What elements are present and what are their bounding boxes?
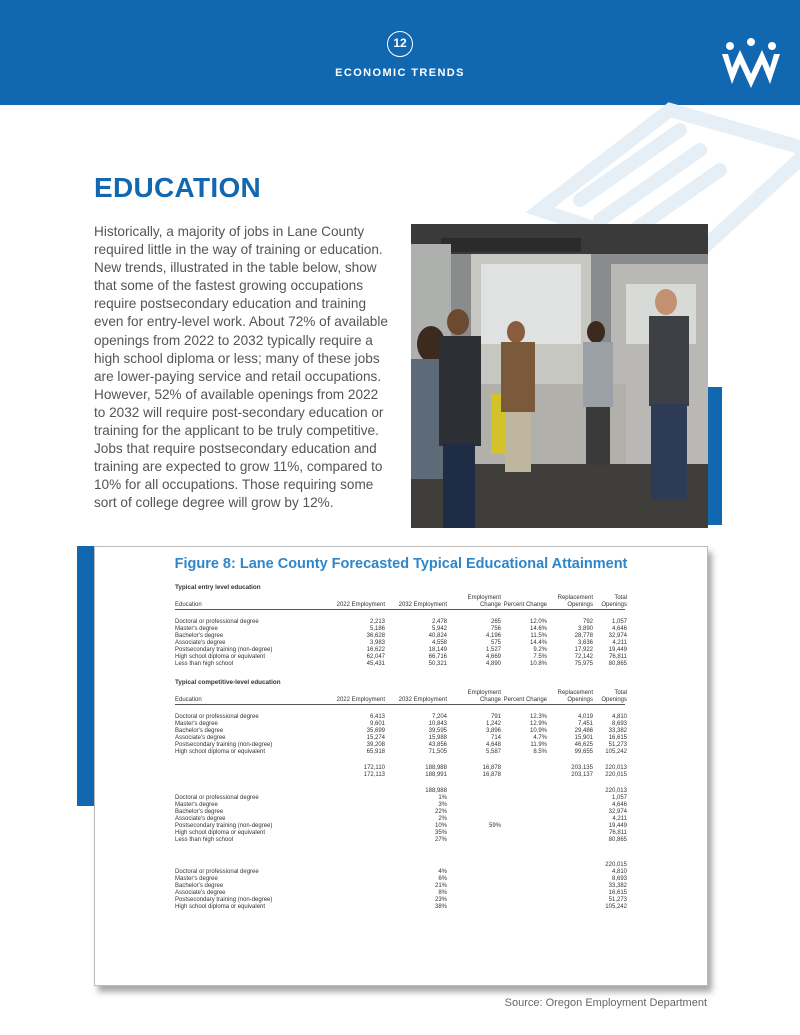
table-cell: 12.0% xyxy=(529,619,547,625)
table-cell: 16,615 xyxy=(608,890,627,896)
column-header: Education xyxy=(175,697,202,703)
table-cell: 1,242 xyxy=(485,721,501,727)
entry-section-title: Typical entry level education xyxy=(175,584,261,591)
table-cell: 4,196 xyxy=(485,633,501,639)
table-row xyxy=(175,742,625,749)
table-cell: 220,015 xyxy=(605,862,627,868)
table-cell: 51,273 xyxy=(608,742,627,748)
table-cell: 4,648 xyxy=(485,742,501,748)
table-cell: Master's degree xyxy=(175,626,218,632)
table-row xyxy=(175,735,625,742)
table-cell: 9.2% xyxy=(533,647,547,653)
table-cell: 99,655 xyxy=(574,749,593,755)
table-cell: 8,693 xyxy=(611,876,627,882)
table-cell: 45,431 xyxy=(366,661,385,667)
table-cell: 220,013 xyxy=(605,765,627,771)
table-cell: 39,208 xyxy=(366,742,385,748)
share-competitive-header xyxy=(175,862,625,869)
table-cell: 105,242 xyxy=(605,749,627,755)
table-cell: 188,988 xyxy=(425,788,447,794)
table-cell: 32,974 xyxy=(608,633,627,639)
table-cell: 27% xyxy=(434,837,447,843)
table-cell: 203,137 xyxy=(571,772,593,778)
entry-rows xyxy=(175,619,625,668)
table-cell: 4% xyxy=(438,869,447,875)
table-cell: Postsecondary training (non-degree) xyxy=(175,647,273,653)
table-row xyxy=(175,816,625,823)
table-cell: 6,413 xyxy=(369,714,385,720)
table-cell: 2% xyxy=(438,816,447,822)
table-cell: High school diploma or equivalent xyxy=(175,904,266,910)
table-cell: 4,810 xyxy=(611,714,627,720)
table-cell: 28,778 xyxy=(574,633,593,639)
table-cell: 50,321 xyxy=(428,661,447,667)
table-cell: 172,113 xyxy=(363,772,385,778)
table-cell: 1,527 xyxy=(485,647,501,653)
column-header: Percent Change xyxy=(503,602,547,608)
table-cell: Doctoral or professional degree xyxy=(175,795,259,801)
table-row xyxy=(175,904,625,911)
table-cell: 12.3% xyxy=(529,714,547,720)
table-row xyxy=(175,897,625,904)
table-cell: 19,449 xyxy=(608,647,627,653)
accent-bar-right xyxy=(708,387,722,525)
table-cell: 220,015 xyxy=(605,772,627,778)
table-cell: 51,273 xyxy=(608,897,627,903)
table-cell: Bachelor's degree xyxy=(175,728,224,734)
table-cell: 188,988 xyxy=(425,765,447,771)
competitive-section-title: Typical competitive-level education xyxy=(175,679,281,686)
table-cell: 21% xyxy=(434,883,447,889)
table-row xyxy=(175,869,625,876)
table-cell: 172,110 xyxy=(363,765,385,771)
table-cell: 7,204 xyxy=(431,714,447,720)
table-cell: 16,615 xyxy=(608,735,627,741)
column-header: 2032 Employment xyxy=(398,697,447,703)
competitive-rows xyxy=(175,714,625,756)
table-row xyxy=(175,890,625,897)
photo-illustration xyxy=(411,224,708,528)
table-cell: 36,628 xyxy=(366,633,385,639)
table-row xyxy=(175,749,625,756)
table-cell: Bachelor's degree xyxy=(175,809,224,815)
table-cell: Less than high school xyxy=(175,837,234,843)
table-row xyxy=(175,809,625,816)
page-number: 12 xyxy=(387,31,413,57)
table-cell: 4,669 xyxy=(485,654,501,660)
column-header: Total Openings xyxy=(601,595,627,608)
table-cell: 10.9% xyxy=(529,728,547,734)
table-cell: Less than high school xyxy=(175,661,234,667)
column-header: Replacement Openings xyxy=(557,595,593,608)
table-cell: 18,149 xyxy=(428,647,447,653)
table-cell: 10,843 xyxy=(428,721,447,727)
share-entry-header xyxy=(175,788,625,795)
table-cell: Associate's degree xyxy=(175,640,226,646)
column-header: 2022 Employment xyxy=(336,602,385,608)
figure-table-card xyxy=(94,546,708,986)
table-cell: 3,983 xyxy=(369,640,385,646)
table-cell: 791 xyxy=(490,714,501,720)
table-cell: 4,211 xyxy=(612,816,627,822)
table-cell: 714 xyxy=(490,735,501,741)
table-cell: 29,486 xyxy=(574,728,593,734)
table-cell: 46,625 xyxy=(574,742,593,748)
table-row xyxy=(175,823,625,830)
table-cell: 4,558 xyxy=(431,640,447,646)
table-cell: High school diploma or equivalent xyxy=(175,830,266,836)
table-cell: Bachelor's degree xyxy=(175,883,224,889)
table-cell: 80,865 xyxy=(608,661,627,667)
brand-logo-icon xyxy=(718,38,784,90)
table-cell: Master's degree xyxy=(175,876,218,882)
education-table xyxy=(175,582,625,911)
table-cell: 3,636 xyxy=(577,640,593,646)
table-row xyxy=(175,788,625,795)
table-cell: 40,824 xyxy=(428,633,447,639)
table-cell: 16,878 xyxy=(482,772,501,778)
table-row xyxy=(175,714,625,721)
table-cell: Bachelor's degree xyxy=(175,633,224,639)
column-header: Replacement Openings xyxy=(557,690,593,703)
table-cell: 5,587 xyxy=(485,749,501,755)
table-cell: 15,901 xyxy=(574,735,593,741)
table-cell: 35% xyxy=(434,830,447,836)
table-row xyxy=(175,640,625,647)
table-cell: Master's degree xyxy=(175,721,218,727)
totals-rows xyxy=(175,765,625,779)
table-cell: 4,211 xyxy=(612,640,627,646)
table-cell: 76,811 xyxy=(609,830,627,836)
table-cell: 1,057 xyxy=(611,795,627,801)
table-row xyxy=(175,661,625,668)
table-row xyxy=(175,728,625,735)
table-row xyxy=(175,837,625,844)
table-row xyxy=(175,626,625,633)
table-cell: 203,135 xyxy=(571,765,593,771)
table-cell: 76,811 xyxy=(609,654,627,660)
table-cell: 16,878 xyxy=(482,765,501,771)
table-cell: 4,646 xyxy=(611,626,627,632)
table-cell: 33,382 xyxy=(608,728,627,734)
table-cell: 35,699 xyxy=(366,728,385,734)
column-header: Percent Change xyxy=(503,697,547,703)
share-competitive-rows xyxy=(175,869,625,911)
table-cell: 71,505 xyxy=(428,749,447,755)
table-cell: 105,242 xyxy=(605,904,627,910)
table-header-row xyxy=(175,689,625,705)
section-label: ECONOMIC TRENDS xyxy=(335,67,465,79)
table-cell: Master's degree xyxy=(175,802,218,808)
tour-group-photo xyxy=(411,224,708,528)
table-cell: 7.5% xyxy=(533,654,547,660)
table-cell: 75,975 xyxy=(574,661,593,667)
table-cell: 4,019 xyxy=(577,714,593,720)
table-cell: 22% xyxy=(434,809,447,815)
table-cell: 7,451 xyxy=(577,721,593,727)
table-cell: High school diploma or equivalent xyxy=(175,749,266,755)
table-row xyxy=(175,647,625,654)
table-cell: 792 xyxy=(582,619,593,625)
table-cell: Associate's degree xyxy=(175,816,226,822)
table-row xyxy=(175,772,625,779)
table-cell: 3,890 xyxy=(577,626,593,632)
table-cell: 5,942 xyxy=(431,626,447,632)
table-cell: 3,896 xyxy=(485,728,501,734)
table-cell: 66,716 xyxy=(428,654,447,660)
table-cell: 8% xyxy=(438,890,447,896)
table-row xyxy=(175,862,625,869)
table-cell: Doctoral or professional degree xyxy=(175,619,259,625)
page-title: EDUCATION xyxy=(94,172,262,203)
table-cell: 6% xyxy=(438,876,447,882)
table-cell: 10.8% xyxy=(529,661,547,667)
table-cell: 1% xyxy=(438,795,447,801)
table-cell: 8.5% xyxy=(533,749,547,755)
table-cell: 265 xyxy=(490,619,501,625)
table-cell: 188,991 xyxy=(425,772,447,778)
table-cell: 38% xyxy=(434,904,447,910)
table-cell: Postsecondary training (non-degree) xyxy=(175,742,273,748)
table-cell: 575 xyxy=(490,640,501,646)
table-cell: 1,057 xyxy=(611,619,627,625)
table-row xyxy=(175,802,625,809)
table-row xyxy=(175,795,625,802)
table-cell: 14.4% xyxy=(529,640,547,646)
table-cell: 15,274 xyxy=(366,735,385,741)
column-header: Employment Change xyxy=(467,595,501,608)
table-cell: 5,186 xyxy=(369,626,385,632)
table-cell: 3% xyxy=(438,802,447,808)
table-cell: 80,865 xyxy=(608,837,627,843)
table-cell: 4,890 xyxy=(485,661,501,667)
table-cell: 9,601 xyxy=(369,721,385,727)
table-row xyxy=(175,619,625,626)
intro-paragraph: Historically, a majority of jobs in Lane County required little in the way of training or education. New trends, illustrated in the table below, show that some of the fastest growing occupations require postsecondary education and training even for entry-level work. About 72% of available openings from 2022 to 2032 typically require a high school diploma or less; many of these jobs are lower-paying service and retail occupations. However, 52% of available openings from 2022 to 2032 will require post-secondary education or training for the applicant to be truly competitive. Jobs that require postsecondary education and training are expected to grow 11%, compared to 10% for all occupations. Those requiring some sort of college degree will grow by 12%. xyxy=(94,224,388,511)
table-cell: 43,856 xyxy=(428,742,447,748)
table-cell: Doctoral or professional degree xyxy=(175,869,259,875)
table-cell: 8,693 xyxy=(611,721,627,727)
table-cell: 39,595 xyxy=(428,728,447,734)
table-cell: 32,974 xyxy=(608,809,627,815)
table-cell: 2,213 xyxy=(369,619,385,625)
table-cell: High school diploma or equivalent xyxy=(175,654,266,660)
table-row xyxy=(175,654,625,661)
source-note: Source: Oregon Employment Department xyxy=(504,997,707,1009)
table-cell: 12.9% xyxy=(529,721,547,727)
table-cell: 4,646 xyxy=(611,802,627,808)
table-cell: 4.7% xyxy=(533,735,547,741)
table-cell: Doctoral or professional degree xyxy=(175,714,259,720)
column-header: 2022 Employment xyxy=(336,697,385,703)
table-cell: 17,922 xyxy=(574,647,593,653)
table-cell: 19,449 xyxy=(608,823,627,829)
figure-title: Figure 8: Lane County Forecasted Typical Educational Attainment xyxy=(174,556,628,572)
table-cell: 16,622 xyxy=(366,647,385,653)
table-cell: 756 xyxy=(490,626,501,632)
table-cell: 23% xyxy=(434,897,447,903)
table-cell: Postsecondary training (non-degree) xyxy=(175,823,273,829)
accent-bar-left xyxy=(77,546,95,806)
table-cell: 72,142 xyxy=(574,654,593,660)
table-cell: 220,013 xyxy=(605,788,627,794)
table-header-row xyxy=(175,594,625,610)
table-cell: 14.6% xyxy=(529,626,547,632)
table-cell: 15,988 xyxy=(428,735,447,741)
table-cell: 11.5% xyxy=(530,633,547,639)
table-row xyxy=(175,883,625,890)
table-cell: Postsecondary training (non-degree) xyxy=(175,897,273,903)
column-header: 2032 Employment xyxy=(398,602,447,608)
table-cell: Associate's degree xyxy=(175,890,226,896)
table-row xyxy=(175,633,625,640)
share-entry-rows xyxy=(175,795,625,844)
table-cell: 65,918 xyxy=(366,749,385,755)
column-header: Education xyxy=(175,602,202,608)
table-row xyxy=(175,876,625,883)
table-cell: 11.9% xyxy=(530,742,547,748)
table-cell: 4,810 xyxy=(611,869,627,875)
table-cell: 62,047 xyxy=(366,654,385,660)
table-cell: 59% xyxy=(488,823,501,829)
table-cell: 10% xyxy=(434,823,447,829)
table-row xyxy=(175,830,625,837)
table-cell: 33,382 xyxy=(608,883,627,889)
table-row xyxy=(175,721,625,728)
column-header: Employment Change xyxy=(467,690,501,703)
table-cell: 2,478 xyxy=(431,619,447,625)
column-header: Total Openings xyxy=(601,690,627,703)
table-cell: Associate's degree xyxy=(175,735,226,741)
table-row xyxy=(175,765,625,772)
